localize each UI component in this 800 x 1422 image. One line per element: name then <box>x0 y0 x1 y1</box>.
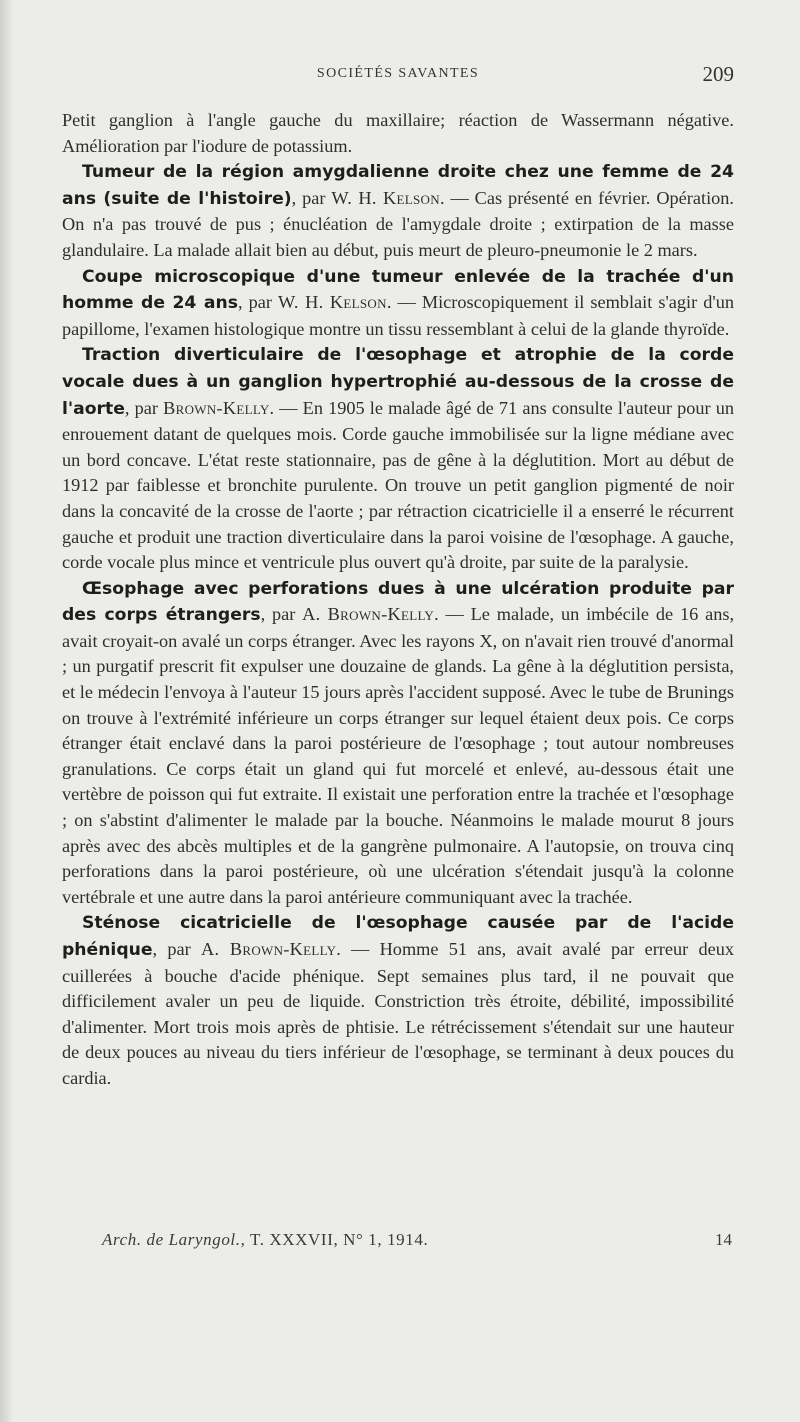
case-author: W. H. Kelson <box>331 187 440 208</box>
page-footer <box>62 1230 734 1258</box>
case-paragraph-perforations <box>62 576 734 911</box>
journal-details: , T. XXXVII, N° 1, 1914. <box>240 1230 429 1249</box>
case-paragraph-stenosis <box>62 910 734 1091</box>
running-head: SOCIÉTÉS SAVANTES <box>316 66 480 81</box>
case-paragraph-diverticulum <box>62 342 734 575</box>
case-author: A. Brown-Kelly <box>302 604 435 625</box>
case-by: , par <box>152 939 201 959</box>
case-paragraph-trachea <box>62 264 734 343</box>
case-title: Tumeur de la région amygdalienne droite chez une femme de 24 ans (suite de l'histoire) <box>62 162 734 209</box>
signature-mark: 14 <box>715 1230 732 1249</box>
case-by: , par <box>237 292 279 313</box>
case-title: Œsophage avec perforations dues à une ulcération produite par des corps étrangers <box>62 578 734 626</box>
case-text: . — En 1905 le malade âgé de 71 ans consulte l'auteur pour un enrouement datant de quelques mois. Corde gauche immobilisée sur la ligne médiane avec un bord concave. L'état reste stationnaire, pas de gêne à la déglutition. Mort au début de 1912 par faiblesse et bronchite purulente. On trouve un petit ganglion pigmenté de noir dans la concavité de la crosse de l'aorte ; par rétraction cicatricielle il a enserré le récurrent gauche et produit une traction diverticulaire dans la paroi voisine de l'œsophage. A gauche, corde vocale plus mince et ventricule plus ouvert qu'à droite, par suite de la paralysie. <box>62 397 734 573</box>
case-by: , par <box>291 187 332 208</box>
case-paragraph-amygdala <box>62 159 734 263</box>
case-text: . — Microscopiquement il semblait s'agir d'un papillome, l'examen histologique montre un tissu ressemblant à celui de la glande thyroïde. <box>62 292 735 339</box>
paragraph-text: Petit ganglion à l'angle gauche du maxillaire; réaction de Wassermann négative. Amélioration par l'iodure de potassium. <box>62 110 734 156</box>
page-body <box>62 108 734 1092</box>
case-by: , par <box>260 604 303 625</box>
case-title: Traction diverticulaire de l'œsophage et atrophie de la corde vocale dues à un ganglion hypertrophié au-dessous de la crosse de l'aorte <box>62 345 734 419</box>
case-title: Coupe microscopique d'une tumeur enlevée de la trachée d'un homme de 24 ans <box>62 266 734 314</box>
case-author: Brown-Kelly <box>163 397 270 418</box>
case-text: . — Cas présenté en février. Opération. On n'a pas trouvé de pus ; énucléation de l'amygdale droite ; extirpation de la masse glandulaire. La malade allait bien au début, puis meurt de pleuro-pneumonie le 2 mars. <box>62 187 734 260</box>
case-author: W. H. Kelson <box>278 292 387 313</box>
case-text: . — Le malade, un imbécile de 16 ans, avait croyait-on avalé un corps étranger. Avec les rayons X, on n'avait rien trouvé d'anormal ; un purgatif prescrit fit expulser une douzaine de glands. La gêne à la déglutition persista, et le médecin l'envoya à l'auteur 15 jours après l'accident supposé. Avec le tube de Brunings on trouve à l'extrémité inférieure un corps étranger sur lequel étaient deux pois. Ce corps étranger était enclavé dans la paroi postérieure de l'œsophage ; tout autour nombreuses granulations. Ce corps était un gland qui fut morcelé et enlevé, au-dessous était une vertèbre de poisson qui fut extraite. Il existait une perforation entre la trachée et l'œsophage ; on s'abstint d'alimenter le malade par la bouche. Néanmoins le malade mourut 8 jours après avec des abcès multiples et de la gangrène pulmonaire. A l'autopsie, on trouva cinq perforations dans la paroi postérieure, où une ulcération s'étendait jusqu'à la colonne vertébrale et une autre dans la paroi antérieure communiquant avec la trachée. <box>62 604 735 907</box>
case-title: Sténose cicatricielle de l'œsophage causée par de l'acide phénique <box>62 913 734 960</box>
journal-citation <box>102 1230 428 1250</box>
page-number: 209 <box>702 62 734 86</box>
continued-paragraph <box>62 108 734 159</box>
page-edge-shadow <box>0 0 14 1422</box>
case-author: A. Brown-Kelly <box>200 939 337 959</box>
page-header <box>62 62 734 92</box>
case-by: , par <box>124 397 164 418</box>
journal-name: Arch. de Laryngol. <box>102 1230 241 1249</box>
case-text: . — Homme 51 ans, avait avalé par erreur deux cuillerées à bouche d'acide phénique. Sept semaines plus tard, il ne pouvait que difficilement avaler un peu de liquide. Constriction très étroite, débilité, impossibilité d'alimenter. Mort trois mois après de phtisie. Le rétrécissement s'étendait sur une hauteur de deux pouces au niveau du tiers inférieur de l'œsophage, se terminant à deux pouces du cardia. <box>62 939 735 1088</box>
